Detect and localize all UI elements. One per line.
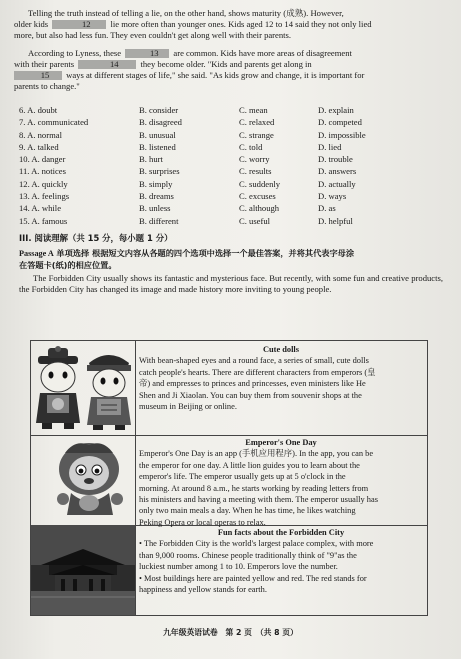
dolls-illustration (31, 341, 135, 435)
emperor-app-cell (31, 435, 427, 526)
emperor-app-image (31, 435, 136, 525)
fun-facts-title: Fun facts about the Forbidden City (217, 528, 345, 537)
cute-dolls-image (31, 341, 136, 435)
paragraph-lyness: According to Lyness, these 13 are common. Kids have more areas of disagreement with their parents 14 they become older. "Kids and parents get along in 15 ways at different stages of life," she said. "As kids grow and change, it is important for parents to change." (14, 48, 365, 91)
passage-a-instructions: Passage A 单项选择 根据短文内容从各题的四个选项中选择一个最佳答案，并将其代表字母涂 在答题卡(纸)的相应位置。 (19, 248, 355, 270)
option-row: 6. A. doubt B. consider C. mean D. explain (19, 105, 354, 115)
cute-dolls-text: Cute dolls With bean-shaped eyes and a round face, a series of small, cute dolls catch people's hearts. There are different characters from emperors (皇 帝) and empresses to princes and princesses, even ministers like He Shen and Ji Xiaolan. You can buy them from souvenir shops at the museum in Beijing or online. (139, 344, 423, 412)
options-list (19, 105, 439, 228)
option-row: 10. A. danger B. hurt C. worry D. trouble (19, 154, 353, 165)
option-row: 15. A. famous B. different C. useful D. helpful (19, 215, 353, 226)
fun-facts-text: Fun facts about the Forbidden City • The Forbidden City is the world's largest palace complex, with more than 9,000 rooms. Chinese people traditionally think of "9"as the luckiest number among 1 to 10. Emperors love the number. • Most buildings here are painted yellow and red. The red stands for happiness and yellow stands for earth. (139, 527, 423, 595)
passage-a-intro: The Forbidden City usually shows its fantastic and mysterious face. But recently, with some fun and creative products, the Forbidden City has changed its image and made history more inviting to young people. (19, 273, 443, 294)
fun-facts-cell (31, 525, 427, 615)
option-row: 13. A. feelings B. dreams C. excuses D. ways (19, 191, 347, 202)
cute-dolls-cell (31, 341, 427, 436)
page-footer: 九年级英语试卷 第 2 页 （共 8 页） (163, 628, 298, 637)
paragraph-truth: Telling the truth instead of telling a lie, on the other hand, shows maturity (成熟). However, older kids 12 lie more often than younger ones. Kids aged 12 to 14 said they not only lied more, but also had less fun. They even couldn't get along well with their parents. (14, 8, 372, 40)
emperor-app-text: Emperor's One Day Emperor's One Day is an app (手机应用程序). In the app, you can be the emperor for one day. A little lion guides you to learn about the emperor's life. The emperor usually gets up at 5 o'clock in the morning. At around 8 a.m., he starts working by reading letters from his ministers and having a meeting with them. The emperor usually has only two main meals a day. When he has time, he likes watching Peking Opera or local operas to relax. (139, 437, 423, 528)
forbidden-city-image (31, 525, 136, 615)
option-row: 7. A. communicated B. disagreed C. relaxed D. competed (19, 117, 362, 128)
palace-illustration (31, 525, 135, 615)
option-row: 14. A. while B. unless C. although D. as (19, 203, 336, 214)
option-row: 11. A. notices B. surprises C. results D. answers (19, 166, 357, 177)
blank-15: 15 (14, 71, 62, 80)
lion-illustration (31, 435, 135, 525)
section-heading: III. 阅读理解（共 15 分，每小题 1 分） (19, 233, 173, 243)
option-row: 8. A. normal B. unusual C. strange D. impossible (19, 129, 366, 140)
blank-13: 13 (125, 49, 169, 58)
option-row: 12. A. quickly B. simply C. suddenly D. actually (19, 178, 356, 189)
emperor-app-title: Emperor's One Day (245, 438, 317, 447)
blank-12: 12 (52, 20, 106, 29)
blank-14: 14 (78, 60, 136, 69)
option-row: 9. A. talked B. listened C. told D. lied (19, 141, 342, 152)
cute-dolls-title: Cute dolls (262, 345, 300, 354)
info-table (30, 340, 428, 616)
